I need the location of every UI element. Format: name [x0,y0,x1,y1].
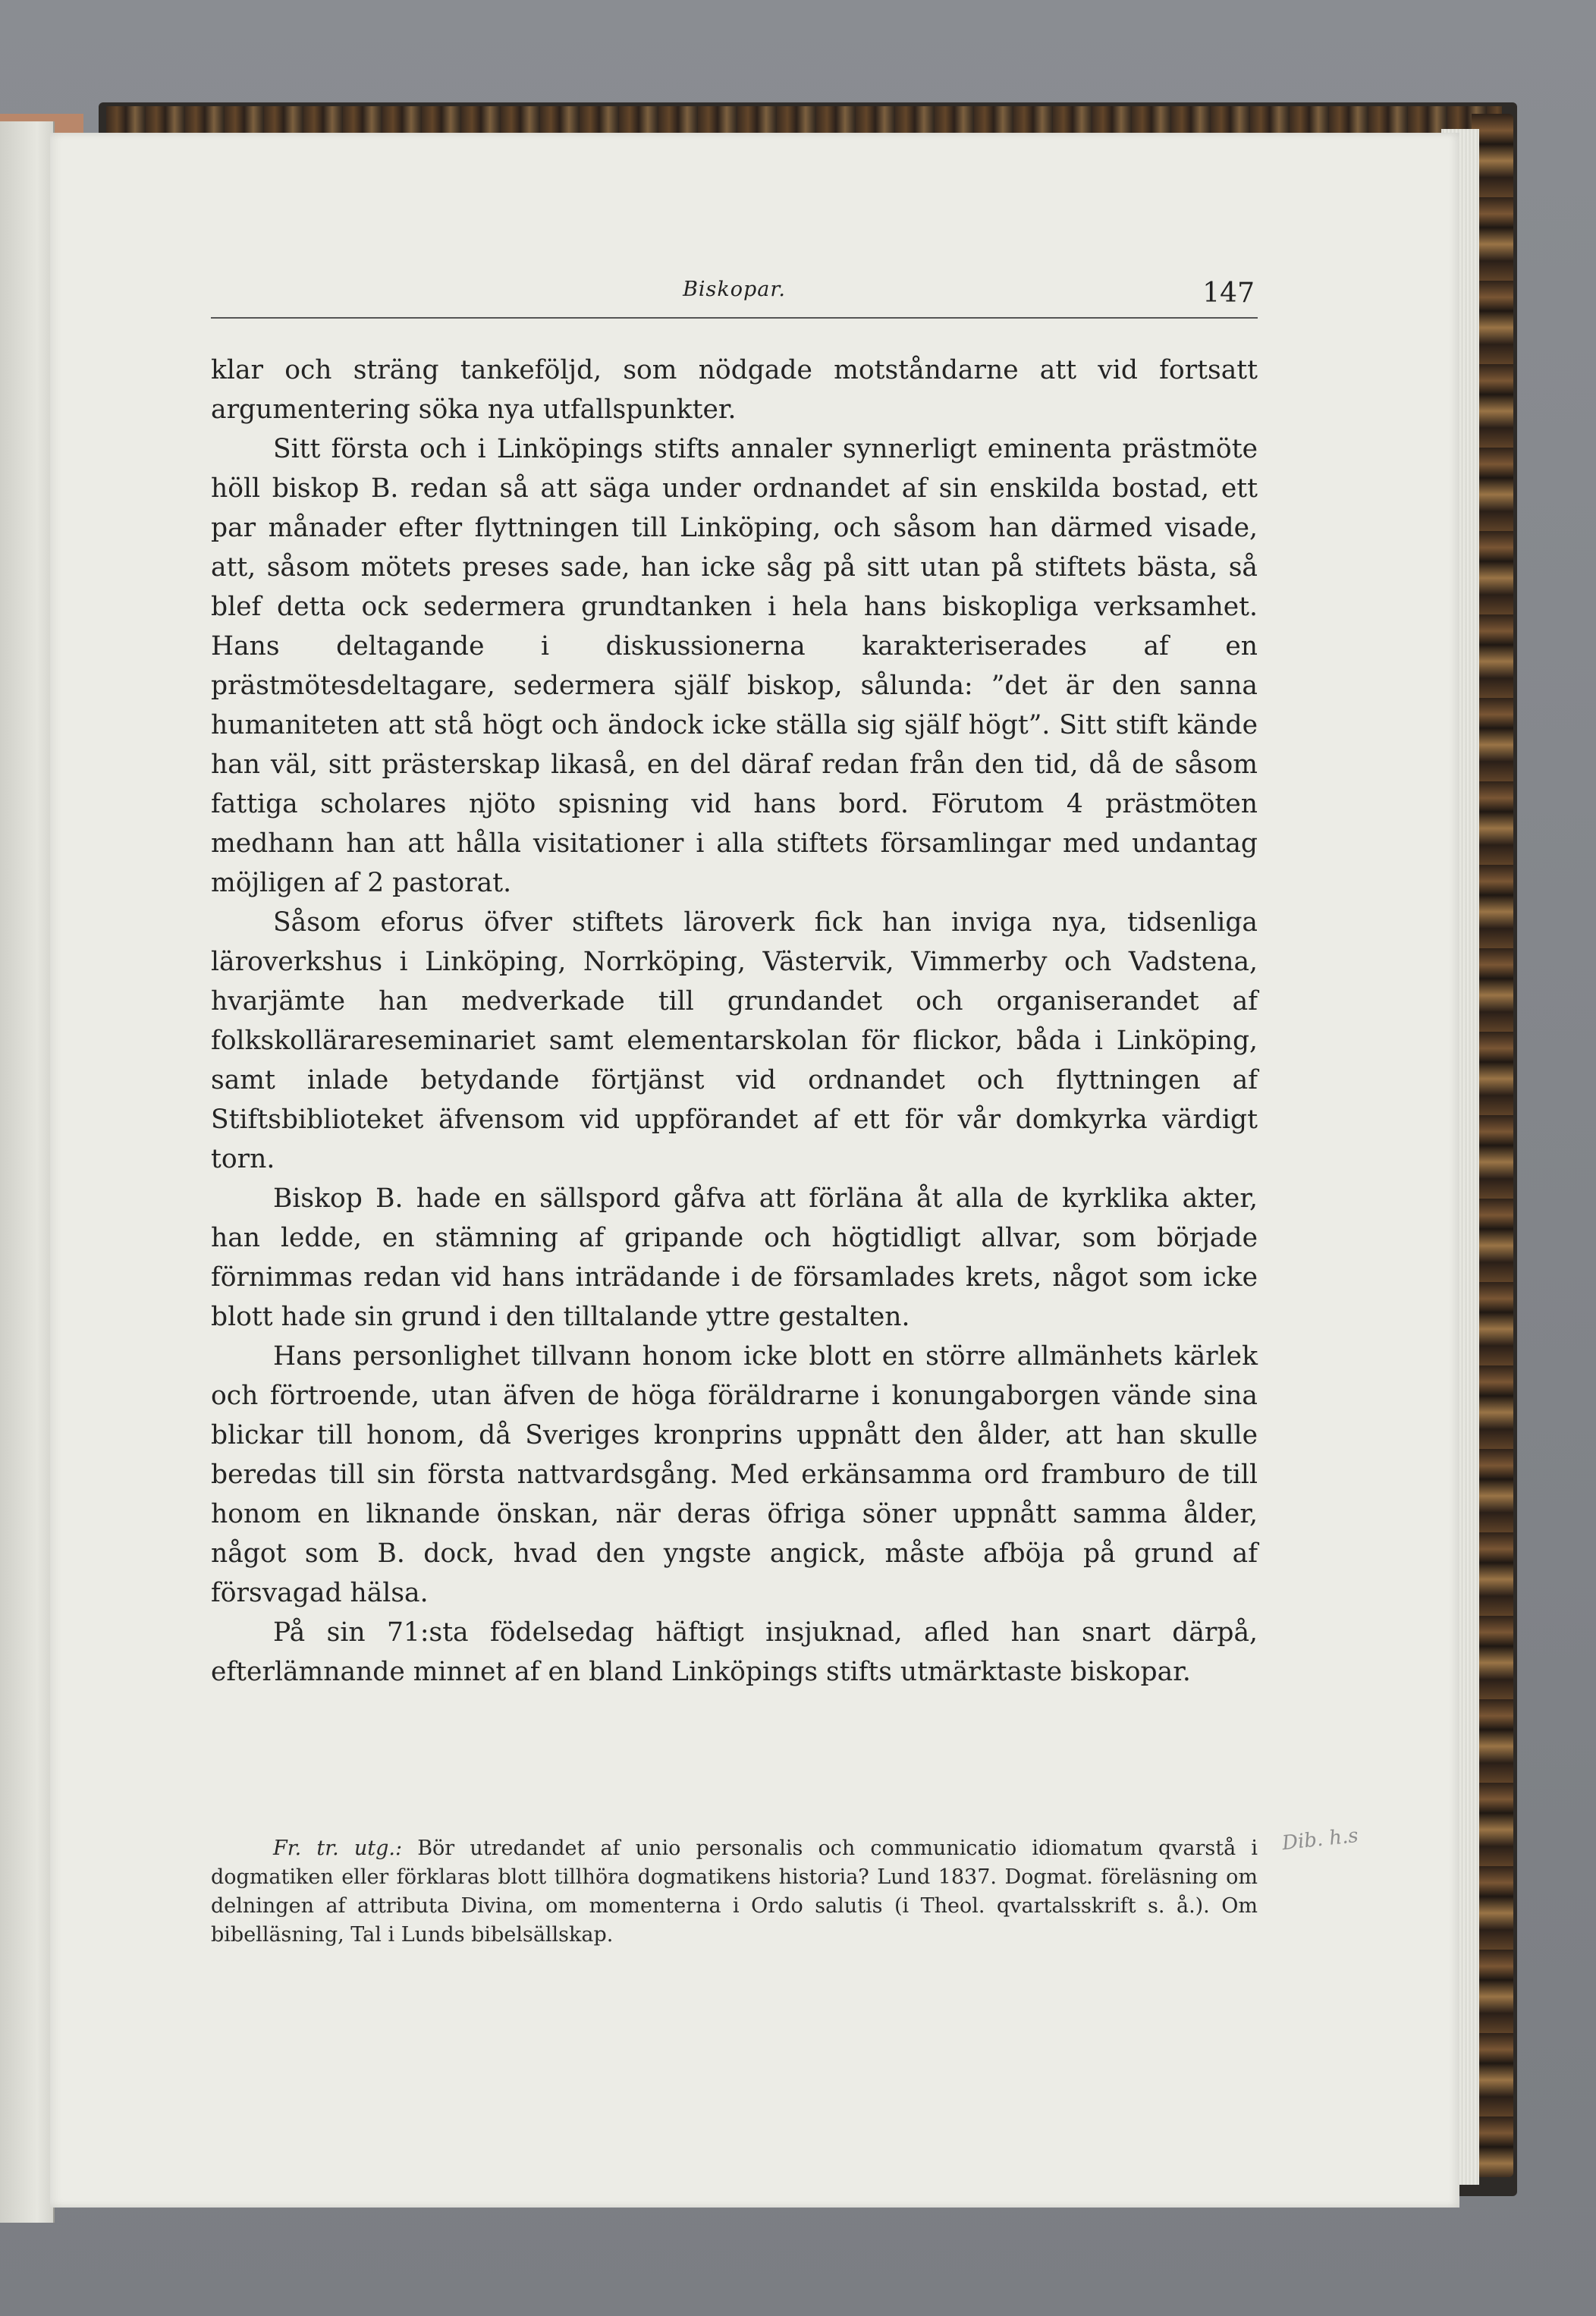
page-number: 147 [1202,278,1255,309]
running-header [211,278,1258,319]
running-title: Biskopar. [683,278,786,301]
marbled-top-edge [106,106,1502,135]
paragraph: Hans personlighet tillvann honom icke blott en större allmänhets kärlek och förtroende, utan äfven de höga föräldrarne i konungaborgen vände sina blickar till honom, då Sveriges kronprins uppnått den ålder, att han skulle beredas till sin första nattvardsgång. Med erkänsamma ord framburo de till honom en liknande önskan, när deras öfriga söner uppnått samma ålder, något som B. dock, hvad den yngste angick, måste afböja på grund af försvagad hälsa. [211,1341,1258,1608]
facing-page-edge [0,121,55,2223]
footnote [211,1834,1258,1950]
footnote-text: Bör utredandet af unio personalis och communicatio idiomatum qvarstå i dogmatiken eller förklaras blott tillhöra dogmatikens historia? Lund 1837. Dogmat. föreläsning om delningen af attributa Divina, om momenterna i Ordo salutis (i Theol. qvartalsskrift s. å.). Om bibelläsning, Tal i Lunds bibelsällskap. [211,1837,1258,1947]
paragraph: Såsom eforus öfver stiftets läroverk fick han inviga nya, tidsenliga läroverkshus i Linköping, Norrköping, Västervik, Vimmerby och Vadstena, hvarjämte han medverkade till grundandet och organiserandet af folkskollärareseminariet samt elementarskolan för flickor, båda i Linköping, samt inlade betydande förtjänst vid ordnandet och flyttningen af Stiftsbiblioteket äfvensom vid uppförandet af ett för vår domkyrka värdigt torn. [211,907,1258,1174]
pencil-marginal-note: Dib. h.s [1280,1824,1359,1856]
body-text [211,350,1258,1692]
footnote-lead: Fr. tr. utg.: [273,1837,403,1860]
paragraph: Biskop B. hade en sällspord gåfva att förläna åt alla de kyrklika akter, han ledde, en stämning af gripande och högtidligt allvar, som började förnimmas redan vid hans inträdande i de församlades krets, något som icke blott hade sin grund i den tilltalande yttre gestalten. [211,1183,1258,1332]
paragraph: Sitt första och i Linköpings stifts annaler synnerligt eminenta prästmöte höll biskop B. redan så att säga under ordnandet af sin enskilda bostad, ett par månader efter flyttningen till Linköping, och såsom han därmed visade, att, såsom mötets preses sade, han icke såg på sitt utan på stiftets bästa, så blef detta ock sedermera grundtanken i hela hans biskopliga verksamhet. Hans deltagande i diskussionerna karakteriserades af en prästmötesdeltagare, sedermera själf biskop, sålunda: ”det är den sanna humaniteten att stå högt och ändock icke ställa sig själf högt”. Sitt stift kände han väl, sitt prästerskap likaså, en del däraf redan från den tid, då de såsom fattiga scholares njöto spisning vid hans bord. Förutom 4 prästmöten medhann han att hålla visitationer i alla stiftets församlingar med undantag möjligen af 2 pastorat. [211,434,1258,898]
paragraph: På sin 71:sta födelsedag häftigt insjuknad, afled han snart därpå, efterlämnande minnet af en bland Linköpings stifts utmärktaste biskopar. [211,1617,1258,1687]
paragraph: klar och sträng tankeföljd, som nödgade motståndarne att vid fortsatt argumentering söka nya utfallspunkter. [211,355,1258,425]
